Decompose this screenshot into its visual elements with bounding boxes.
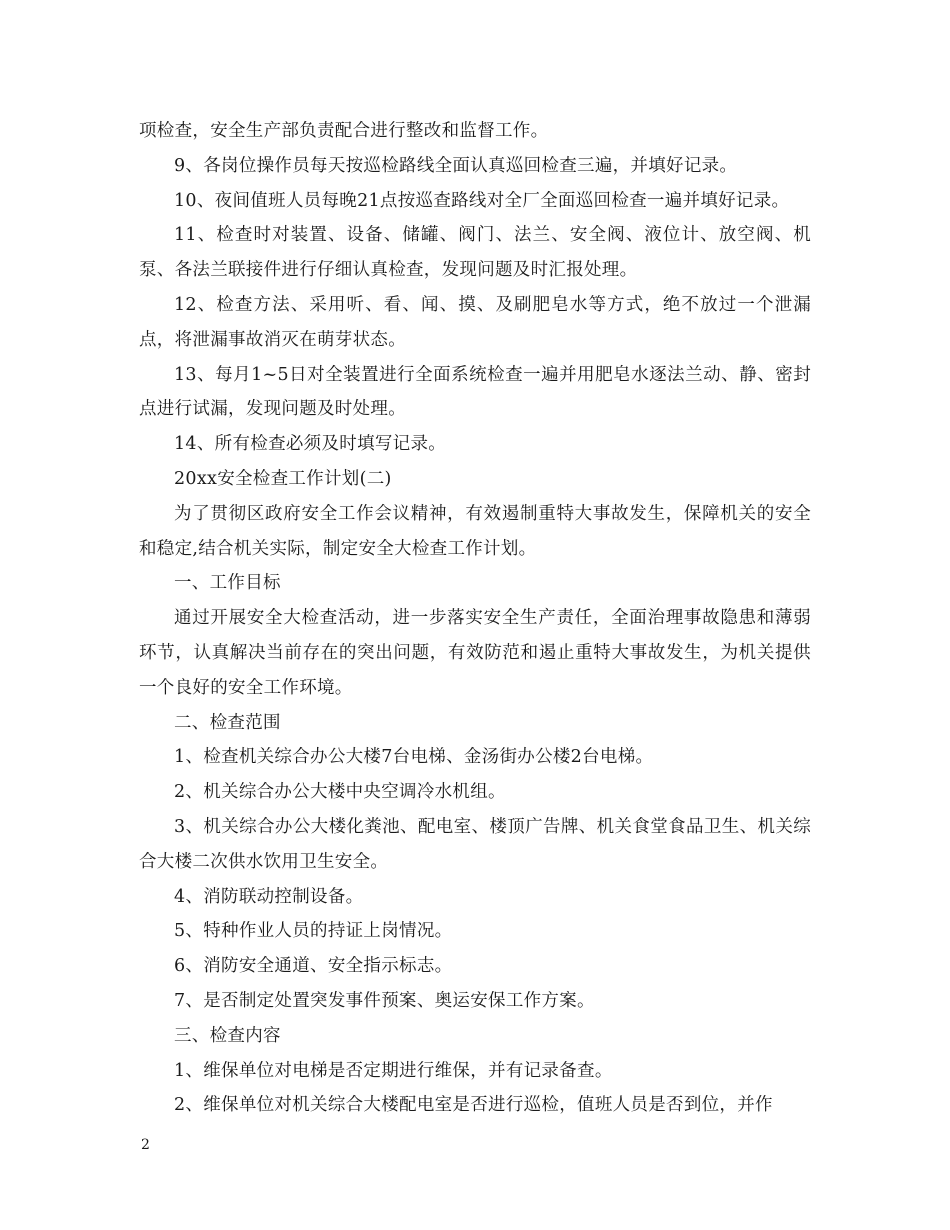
section-title: 20xx安全检查工作计划(二)	[174, 468, 392, 489]
paragraph-6: 13、每月1~5日对全装置进行全面系统检查一遍并用肥皂水逐法兰动、静、密封点进行试漏，发现问题及时处理。	[139, 364, 811, 420]
scope-item-6: 6、消防安全通道、安全指示标志。	[174, 956, 453, 977]
paragraph-3: 10、夜间值班人员每晚21点按巡查路线对全厂全面巡回检查一遍并填好记录。	[174, 190, 790, 211]
paragraph-7: 14、所有检查必须及时填写记录。	[174, 434, 447, 455]
content-item-1: 1、维保单位对电梯是否定期进行维保，并有记录备查。	[174, 1060, 613, 1081]
paragraph-5: 12、检查方法、采用听、看、闻、摸、及刷肥皂水等方式，绝不放过一个泄漏点，将泄漏事故消灭在萌芽状态。	[139, 294, 811, 350]
paragraph-4: 11、检查时对装置、设备、储罐、阀门、法兰、安全阀、液位计、放空阀、机泵、各法兰联接件进行仔细认真检查，发现问题及时汇报处理。	[139, 225, 811, 281]
page-number: 2	[141, 1137, 150, 1153]
scope-item-2: 2、机关综合办公大楼中央空调冷水机组。	[174, 782, 506, 803]
paragraph-goal: 通过开展安全大检查活动，进一步落实安全生产责任，全面治理事故隐患和薄弱环节，认真解决当前存在的突出问题，有效防范和遏止重特大事故发生，为机关提供一个良好的安全工作环境。	[139, 608, 811, 698]
scope-item-4: 4、消防联动控制设备。	[174, 886, 364, 907]
scope-item-7: 7、是否制定处置突发事件预案、奥运安保工作方案。	[174, 990, 595, 1011]
paragraph-intro: 为了贯彻区政府安全工作会议精神，有效遏制重特大事故发生，保障机关的安全和稳定,结合机关实际，制定安全大检查工作计划。	[139, 503, 811, 559]
scope-item-1: 1、检查机关综合办公大楼7台电梯、金汤街办公楼2台电梯。	[174, 747, 654, 768]
heading-content: 三、检查内容	[174, 1025, 281, 1046]
document-body	[139, 114, 811, 1123]
content-item-2: 2、维保单位对机关综合大楼配电室是否进行巡检，值班人员是否到位，并作	[174, 1095, 773, 1116]
scope-item-3: 3、机关综合办公大楼化粪池、配电室、楼顶广告牌、机关食堂食品卫生、机关综合大楼二次供水饮用卫生安全。	[139, 816, 811, 872]
scope-item-5: 5、特种作业人员的持证上岗情况。	[174, 921, 453, 942]
heading-work-goal: 一、工作目标	[174, 573, 281, 594]
paragraph-1: 项检查，安全生产部负责配合进行整改和监督工作。	[139, 121, 549, 141]
heading-scope: 二、检查范围	[174, 712, 281, 733]
paragraph-2: 9、各岗位操作员每天按巡检路线全面认真巡回检查三遍，并填好记录。	[174, 155, 738, 176]
